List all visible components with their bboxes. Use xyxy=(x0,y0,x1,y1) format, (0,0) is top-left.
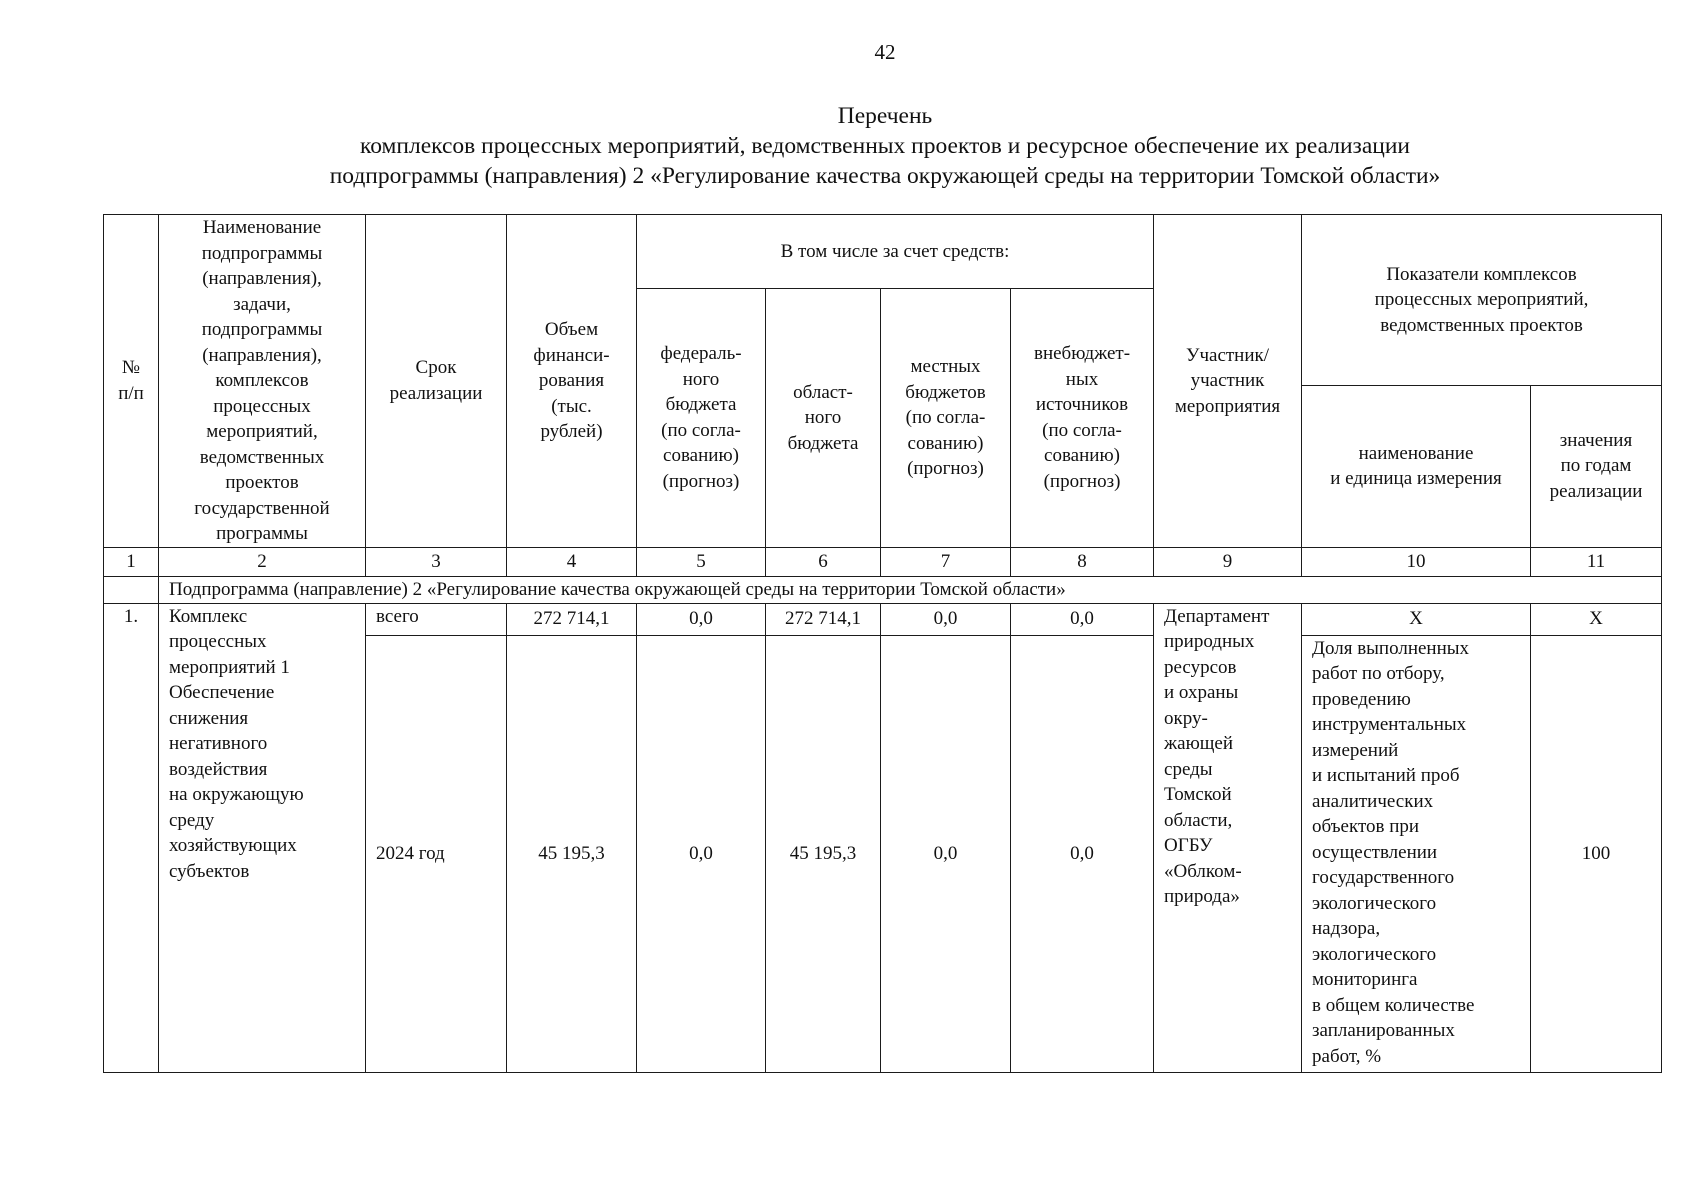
row-indicator-name-text: Доля выполненных работ по отбору, проведению инструментальных измерений и испытаний проб аналитических объектов при осуществлении государственного экологического надзора, экологического мониторинга в общем количестве запланированных работ, % xyxy=(1312,637,1475,1067)
column-number-row xyxy=(104,547,1662,576)
page-number: 42 xyxy=(874,40,896,64)
column-number: 1 xyxy=(104,547,159,576)
column-number: 5 xyxy=(637,547,766,576)
title-line-2: комплексов процессных мероприятий, ведомственных проектов и ресурсное обеспечение их реализации xyxy=(360,133,1410,159)
header-local-text: местных бюджетов (по согла- сованию) (прогноз) xyxy=(905,356,986,479)
row-participant-text: Департамент природных ресурсов и охраны окру- жающей среды Томской области, ОГБУ «Облком- природа» xyxy=(1164,605,1270,907)
header-num xyxy=(104,215,159,548)
column-number: 7 xyxy=(881,547,1011,576)
row-local-total: 0,0 xyxy=(881,603,1011,635)
row-volume-year: 45 195,3 xyxy=(507,635,637,1072)
row-regional-total: 272 714,1 xyxy=(766,603,881,635)
header-indicator-name xyxy=(1302,385,1531,547)
row-local-year: 0,0 xyxy=(881,635,1011,1072)
row-term-total: всего xyxy=(366,603,507,635)
column-number: 3 xyxy=(366,547,507,576)
subprogram-row xyxy=(104,576,1662,603)
column-number: 8 xyxy=(1011,547,1154,576)
column-number: 10 xyxy=(1302,547,1531,576)
row-participant xyxy=(1154,603,1302,1072)
header-name-text: Наименование подпрограммы (направления), задачи, подпрограммы (направления), комплексов процессных мероприятий, ведомственных проектов государственной программы xyxy=(194,217,330,544)
header-term-text: Срок реализации xyxy=(389,357,483,404)
row-number: 1. xyxy=(104,603,159,1072)
title-line-3: подпрограммы (направления) 2 «Регулирование качества окружающей среды на территории Томской области» xyxy=(329,163,1441,189)
header-num-text: № п/п xyxy=(118,357,144,404)
row-indicator-name-year xyxy=(1302,635,1531,1072)
row-federal-total: 0,0 xyxy=(637,603,766,635)
header-name xyxy=(159,215,366,548)
header-indicators-text: Показатели комплексов процессных мероприятий, ведомственных проектов xyxy=(1374,263,1589,336)
header-local xyxy=(881,289,1011,548)
table-row xyxy=(104,603,1662,635)
header-regional-text: област- ного бюджета xyxy=(787,381,859,454)
column-number: 4 xyxy=(507,547,637,576)
header-including xyxy=(637,215,1154,289)
row-regional-year: 45 195,3 xyxy=(766,635,881,1072)
header-participant-text: Участник/ участник мероприятия xyxy=(1174,344,1281,417)
header-participant xyxy=(1154,215,1302,548)
row-extra-total: 0,0 xyxy=(1011,603,1154,635)
header-including-text: В том числе за счет средств: xyxy=(780,240,1010,262)
header-indicator-name-text: наименование и единица измерения xyxy=(1330,442,1502,489)
document-title xyxy=(0,101,1698,191)
header-indicator-values xyxy=(1531,385,1662,547)
header-extra xyxy=(1011,289,1154,548)
header-term xyxy=(366,215,507,548)
row-indicator-value-total: X xyxy=(1531,603,1662,635)
header-extra-text: внебюджет- ных источников (по согла- сованию) (прогноз) xyxy=(1033,343,1131,492)
row-federal-year: 0,0 xyxy=(637,635,766,1072)
header-indicator-values-text: значения по годам реализации xyxy=(1549,429,1643,502)
column-number: 9 xyxy=(1154,547,1302,576)
title-line-1: Перечень xyxy=(837,103,933,129)
row-indicator-name-total: X xyxy=(1302,603,1531,635)
header-indicators xyxy=(1302,215,1662,386)
column-number: 11 xyxy=(1531,547,1662,576)
header-volume-text: Объем финанси- рования (тыс. рублей) xyxy=(533,319,610,442)
row-volume-total: 272 714,1 xyxy=(507,603,637,635)
subprogram-num-cell xyxy=(104,576,159,603)
row-indicator-value-year: 100 xyxy=(1531,635,1662,1072)
header-regional xyxy=(766,289,881,548)
header-federal xyxy=(637,289,766,548)
column-number: 6 xyxy=(766,547,881,576)
header-federal-text: федераль- ного бюджета (по согла- сованию) (прогноз) xyxy=(660,343,742,492)
header-volume xyxy=(507,215,637,548)
row-extra-year: 0,0 xyxy=(1011,635,1154,1072)
row-name xyxy=(159,603,366,1072)
resource-table xyxy=(103,214,1662,1073)
column-number: 2 xyxy=(159,547,366,576)
subprogram-title: Подпрограмма (направление) 2 «Регулирование качества окружающей среды на территории Томской области» xyxy=(159,576,1662,603)
row-name-text: Комплекс процессных мероприятий 1 Обеспечение снижения негативного воздействия на окружающую среду хозяйствующих субъектов xyxy=(169,605,304,882)
row-term-year: 2024 год xyxy=(366,635,507,1072)
